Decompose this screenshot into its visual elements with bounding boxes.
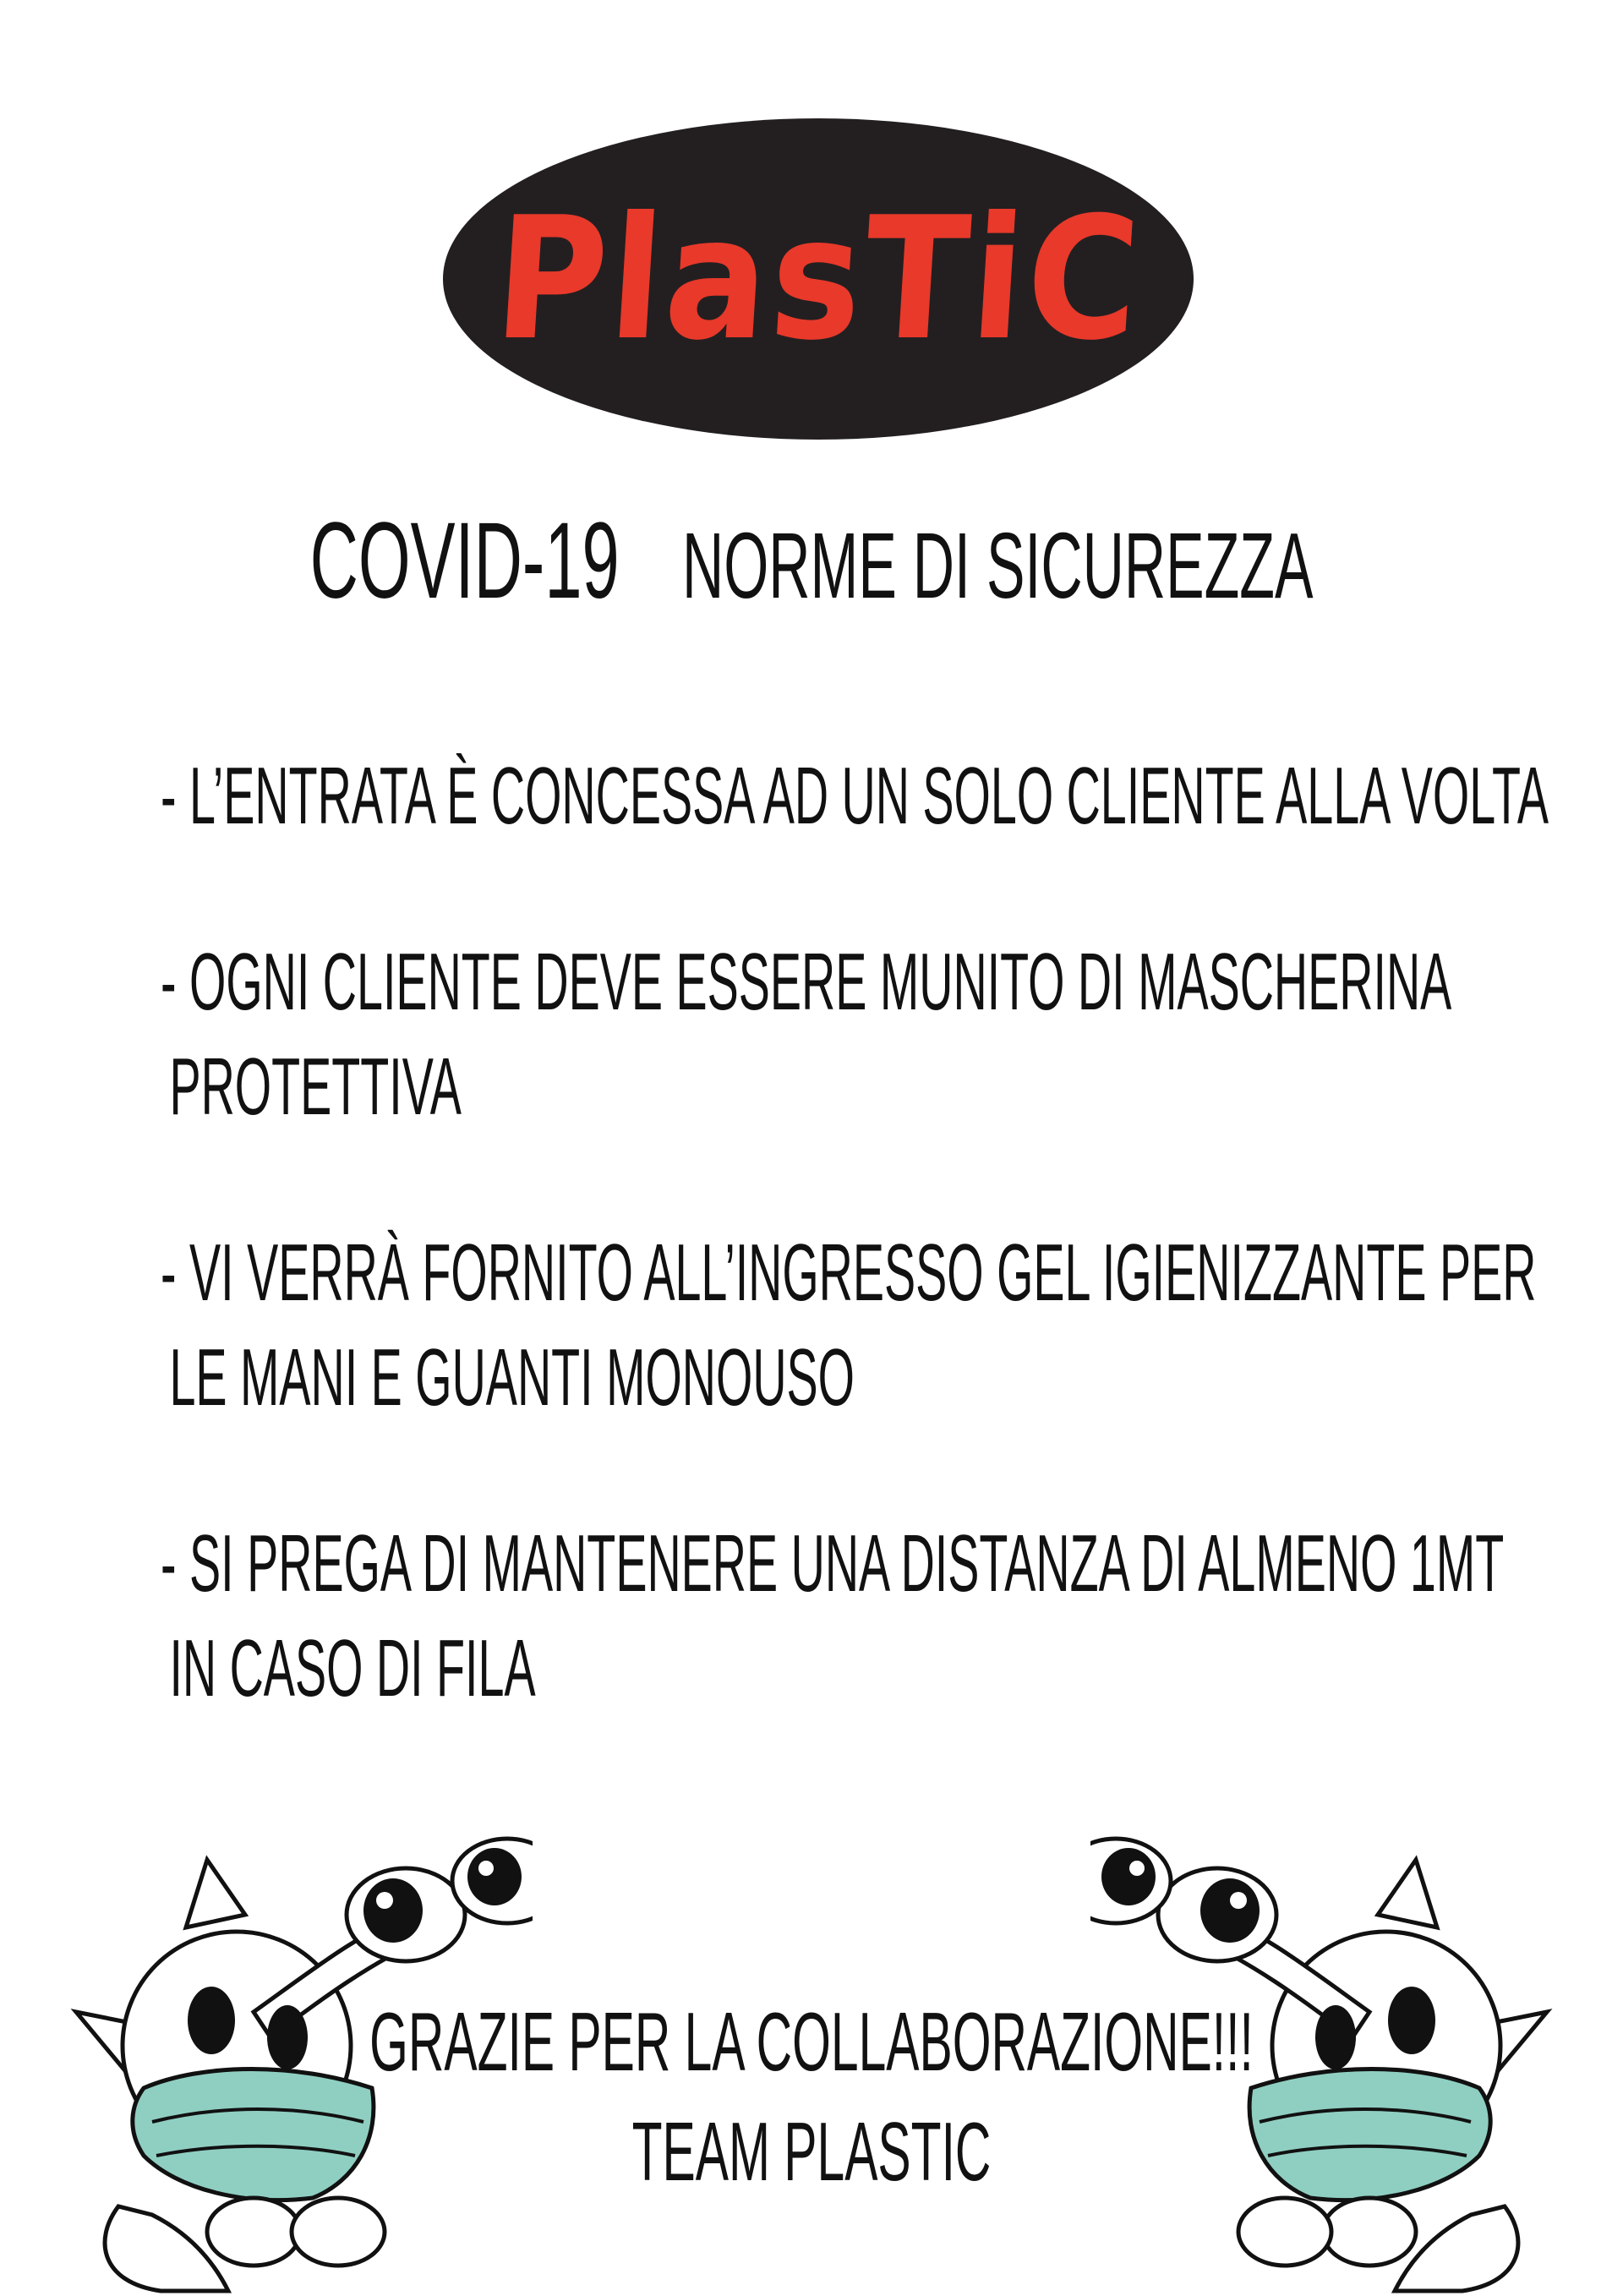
rule-line: - L’ENTRATA È CONCESSA AD UN SOLO CLIENTE ALLA VOLTA bbox=[161, 751, 1549, 841]
rule-line: - VI VERRÀ FORNITO ALL’INGRESSO GEL IGIENIZZANTE PER bbox=[161, 1227, 1537, 1318]
rules-list bbox=[161, 744, 1549, 1802]
masked-mascot-icon bbox=[59, 1834, 533, 2296]
rule-item bbox=[161, 1512, 1505, 1721]
thanks-message: GRAZIE PER LA COLLABORAZIONE!!! bbox=[369, 1995, 1254, 2088]
rule-line: PROTETTIVA bbox=[169, 1041, 462, 1132]
rule-line: IN CASO DI FILA bbox=[169, 1623, 536, 1714]
page-headline bbox=[309, 499, 1314, 623]
rule-line: - OGNI CLIENTE DEVE ESSERE MUNITO DI MASCHERINA bbox=[161, 937, 1452, 1027]
rule-item bbox=[161, 1221, 1537, 1430]
covid-label: COVID-19 bbox=[309, 500, 620, 621]
rule-line: LE MANI E GUANTI MONOUSO bbox=[169, 1332, 855, 1423]
rule-item bbox=[161, 744, 1549, 849]
logo-text: PlasTiC bbox=[489, 180, 1148, 378]
masked-mascot-icon bbox=[1090, 1834, 1564, 2296]
team-signature: TEAM PLASTIC bbox=[631, 2105, 992, 2198]
rule-line: - SI PREGA DI MANTENERE UNA DISTANZA DI ALMENO 1MT bbox=[161, 1518, 1505, 1609]
rule-item bbox=[161, 930, 1484, 1140]
page-title: NORME DI SICUREZZA bbox=[681, 514, 1314, 618]
logo-badge bbox=[443, 118, 1194, 440]
